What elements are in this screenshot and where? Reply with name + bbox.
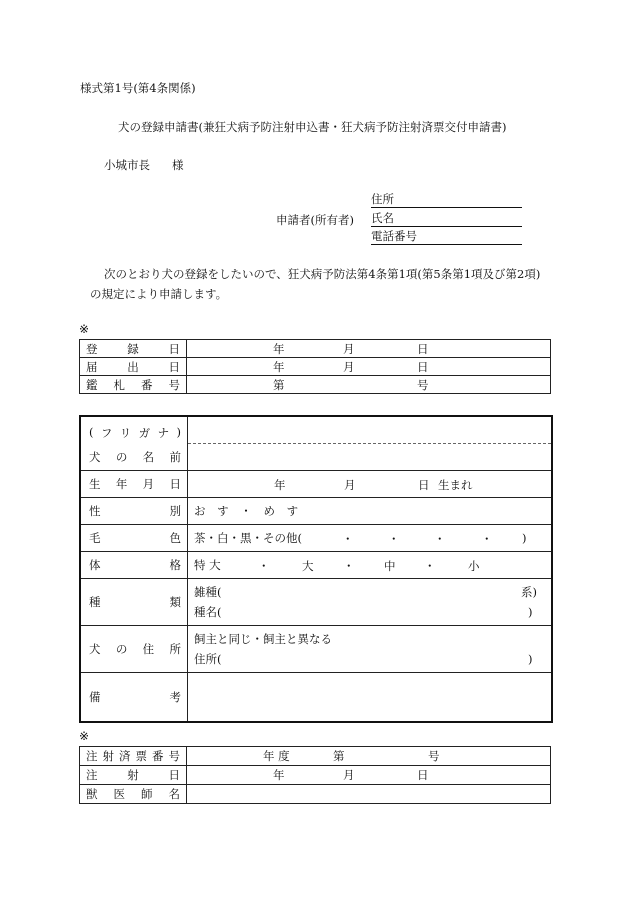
note-mark-office: ※ xyxy=(79,322,90,336)
veterinarian-label: 獣 医 師 名 xyxy=(80,785,187,804)
table-row xyxy=(80,579,552,626)
dog-info-table xyxy=(79,415,553,723)
table-row xyxy=(80,416,552,471)
table-row xyxy=(80,552,552,579)
table-row xyxy=(80,358,551,376)
dog-address-field[interactable]: 飼主と同じ・飼主と異なる 住所( ) xyxy=(188,626,553,673)
birth-date-label: 生 年 月 日 xyxy=(80,471,188,498)
tag-number-field[interactable]: 第 号 xyxy=(187,376,551,394)
applicant-phone-field[interactable]: 電話番号 xyxy=(371,229,522,245)
size-label: 体 格 xyxy=(80,552,188,579)
table-row xyxy=(80,498,552,525)
injection-table xyxy=(79,746,551,804)
dog-name-label: ( フ リ ガ ナ ) 犬 の 名 前 xyxy=(80,416,188,471)
office-use-table xyxy=(79,339,551,394)
furigana-input[interactable] xyxy=(188,417,551,444)
notification-date-field[interactable]: 年 月 日 xyxy=(187,358,551,376)
addressee-name: 小城市長 xyxy=(104,158,150,172)
body-text-line2: の規定により申請します。 xyxy=(90,287,228,301)
coat-color-options[interactable]: 茶・白・黒・その他( ・ ・ ・ ・ ) xyxy=(188,525,553,552)
dog-address-label: 犬 の 住 所 xyxy=(80,626,188,673)
sex-label: 性 別 xyxy=(80,498,188,525)
remarks-label: 備 考 xyxy=(80,673,188,723)
injection-tag-label: 注 射 済 票 番 号 xyxy=(80,747,187,766)
coat-color-label: 毛 色 xyxy=(80,525,188,552)
injection-date-field[interactable]: 年 月 日 xyxy=(187,766,551,785)
form-number: 様式第1号(第4条関係) xyxy=(80,81,196,95)
registration-date-field[interactable]: 年 月 日 xyxy=(187,340,551,358)
size-options[interactable]: 特 大 ・ 大 ・ 中 ・ 小 xyxy=(188,552,553,579)
breed-field[interactable]: 雑種( 系) 種名( ) xyxy=(188,579,553,626)
veterinarian-field[interactable] xyxy=(187,785,551,804)
note-mark-injection: ※ xyxy=(79,729,90,743)
applicant-address-field[interactable]: 住所 xyxy=(371,192,522,208)
dog-name-input[interactable] xyxy=(188,444,551,470)
sex-options[interactable]: お す ・ め す xyxy=(188,498,553,525)
table-row xyxy=(80,747,551,766)
addressee xyxy=(104,157,184,173)
table-row xyxy=(80,766,551,785)
applicant-name-field[interactable]: 氏名 xyxy=(371,211,522,227)
honorific: 様 xyxy=(172,158,184,172)
form-title: 犬の登録申請書(兼狂犬病予防注射申込書・狂犬病予防注射済票交付申請書) xyxy=(118,120,507,134)
table-row xyxy=(80,471,552,498)
table-row xyxy=(80,376,551,394)
tag-number-label: 鑑 札 番 号 xyxy=(80,376,187,394)
table-row xyxy=(80,525,552,552)
table-row xyxy=(80,340,551,358)
body-text-line1: 次のとおり犬の登録をしたいので、狂犬病予防法第4条第1項(第5条第1項及び第2項) xyxy=(104,267,541,281)
registration-date-label: 登 録 日 xyxy=(80,340,187,358)
birth-date-field[interactable]: 年 月 日 生まれ xyxy=(188,471,553,498)
table-row xyxy=(80,673,552,723)
notification-date-label: 届 出 日 xyxy=(80,358,187,376)
injection-tag-field[interactable]: 年 度 第 号 xyxy=(187,747,551,766)
applicant-label: 申請者(所有者) xyxy=(276,213,354,227)
table-row xyxy=(80,785,551,804)
dog-name-field xyxy=(188,416,553,471)
breed-label: 種 類 xyxy=(80,579,188,626)
injection-date-label: 注 射 日 xyxy=(80,766,187,785)
table-row xyxy=(80,626,552,673)
remarks-field[interactable] xyxy=(188,673,553,723)
